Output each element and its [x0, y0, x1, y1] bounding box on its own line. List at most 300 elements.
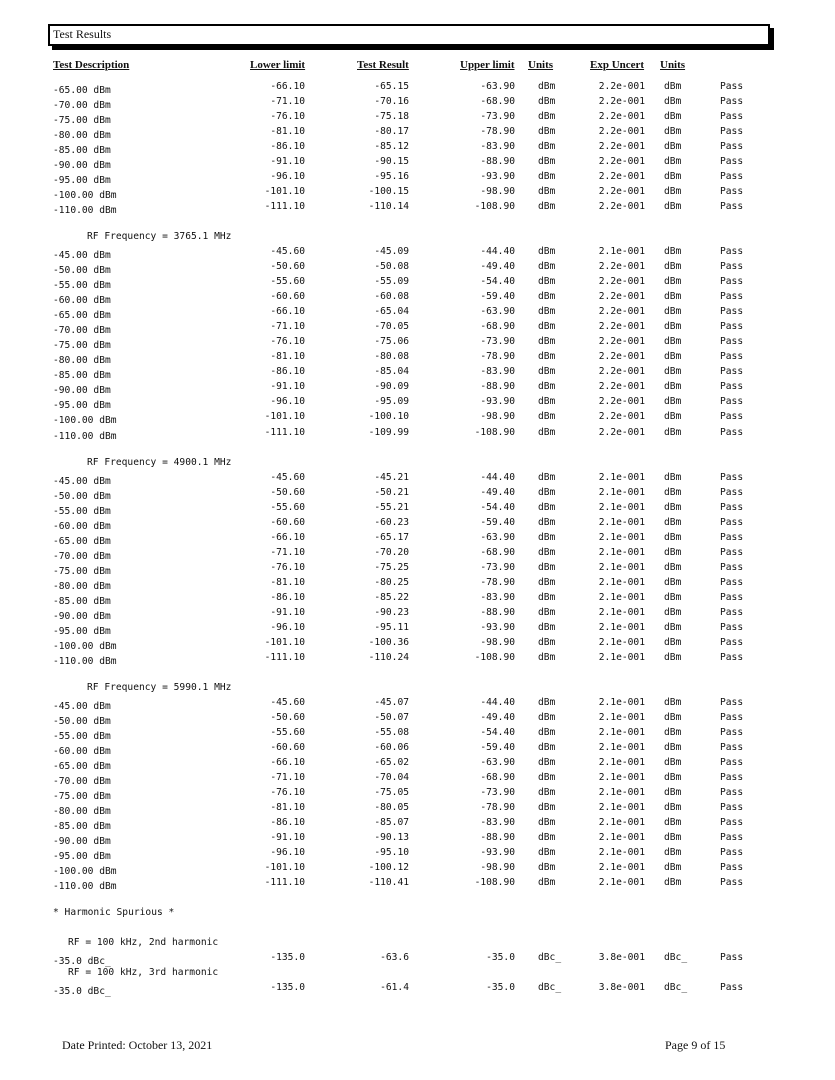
lower-limit-cell: -111.10 — [264, 651, 305, 663]
units2-cell: dBm — [664, 832, 682, 843]
units-cell: dBm — [538, 576, 556, 588]
section-label-row — [0, 967, 835, 982]
test-description-cell: -80.00 dBm — [53, 806, 111, 817]
units2-cell: dBm — [664, 426, 682, 438]
upper-limit-cell: -44.40 — [480, 246, 515, 258]
units-cell: dBm — [538, 246, 556, 258]
units2-cell: dBm — [664, 591, 682, 603]
section-label-row — [0, 937, 835, 952]
status-cell: Pass — [720, 156, 744, 168]
units2-cell: dBm — [664, 516, 682, 528]
status-cell: Pass — [720, 847, 744, 858]
test-description-cell: -75.00 dBm — [53, 340, 111, 352]
table-row — [0, 982, 835, 997]
units-cell: dBm — [538, 471, 556, 483]
table-row — [0, 532, 835, 547]
lower-limit-cell: -81.10 — [270, 126, 305, 138]
status-cell: Pass — [720, 786, 744, 798]
test-result-cell: -65.17 — [374, 531, 409, 543]
upper-limit-cell: -83.90 — [480, 817, 515, 828]
table-row — [0, 472, 835, 487]
test-description-cell: -65.00 dBm — [53, 85, 111, 96]
upper-limit-cell: -108.90 — [474, 651, 515, 663]
test-result-cell: -65.02 — [374, 756, 409, 768]
exp-uncert-cell: 2.2e-001 — [598, 261, 645, 273]
test-result-cell: -95.16 — [374, 171, 409, 183]
status-cell: Pass — [720, 306, 744, 318]
upper-limit-cell: -35.0 — [486, 982, 515, 994]
exp-uncert-cell: 2.2e-001 — [598, 111, 645, 122]
table-row — [0, 291, 835, 306]
table-row — [0, 817, 835, 832]
exp-uncert-cell: 2.2e-001 — [598, 351, 645, 363]
units-cell: dBm — [538, 847, 556, 858]
units2-cell: dBm — [664, 201, 682, 213]
upper-limit-cell: -88.90 — [480, 606, 515, 618]
units-cell: dBm — [538, 351, 556, 363]
units2-cell: dBm — [664, 246, 682, 258]
lower-limit-cell: -60.60 — [270, 291, 305, 303]
units2-cell: dBm — [664, 847, 682, 858]
lower-limit-cell: -111.10 — [264, 201, 305, 213]
test-description-cell: -45.00 dBm — [53, 250, 111, 262]
test-description-cell: -90.00 dBm — [53, 836, 111, 847]
exp-uncert-cell: 2.1e-001 — [598, 516, 645, 528]
page-number: Page 9 of 15 — [665, 1038, 726, 1052]
test-description-cell: -70.00 dBm — [53, 100, 111, 111]
units2-cell: dBm — [664, 321, 682, 333]
test-description-cell: -110.00 dBm — [53, 881, 117, 893]
lower-limit-cell: -91.10 — [270, 832, 305, 843]
test-description-cell: -95.00 dBm — [53, 851, 111, 862]
test-result-cell: -75.25 — [374, 561, 409, 573]
units2-cell: dBm — [664, 351, 682, 363]
status-cell: Pass — [720, 381, 744, 393]
table-row — [0, 411, 835, 426]
test-result-cell: -55.09 — [374, 276, 409, 288]
table-row — [0, 787, 835, 802]
test-description-cell: -75.00 dBm — [53, 790, 111, 802]
test-description-cell: -50.00 dBm — [53, 715, 111, 727]
exp-uncert-cell: 2.2e-001 — [598, 156, 645, 168]
lower-limit-cell: -66.10 — [270, 306, 305, 318]
test-result-cell: -95.09 — [374, 396, 409, 408]
status-cell: Pass — [720, 696, 744, 708]
status-cell: Pass — [720, 426, 744, 438]
test-result-cell: -75.18 — [374, 111, 409, 122]
units2-cell: dBm — [664, 261, 682, 273]
table-row — [0, 622, 835, 637]
upper-limit-cell: -93.90 — [480, 847, 515, 858]
units2-cell: dBm — [664, 306, 682, 318]
units2-cell: dBm — [664, 96, 682, 107]
table-row — [0, 757, 835, 772]
units-cell: dBm — [538, 771, 556, 783]
units2-cell: dBm — [664, 501, 682, 513]
status-cell: Pass — [720, 291, 744, 303]
test-description-cell: -75.00 dBm — [53, 115, 111, 126]
test-result-cell: -65.15 — [374, 81, 409, 92]
status-cell: Pass — [720, 802, 744, 813]
lower-limit-cell: -71.10 — [270, 96, 305, 107]
upper-limit-cell: -59.40 — [480, 291, 515, 303]
exp-uncert-cell: 2.1e-001 — [598, 817, 645, 828]
table-row — [0, 141, 835, 156]
units-cell: dBm — [538, 516, 556, 528]
test-description-cell: -70.00 dBm — [53, 775, 111, 787]
exp-uncert-cell: 2.1e-001 — [598, 877, 645, 889]
table-row — [0, 832, 835, 847]
test-description-cell: -110.00 dBm — [53, 430, 117, 442]
test-description-cell: -90.00 dBm — [53, 385, 111, 397]
units-cell: dBm — [538, 336, 556, 348]
exp-uncert-cell: 2.2e-001 — [598, 426, 645, 438]
exp-uncert-cell: 2.2e-001 — [598, 276, 645, 288]
status-cell: Pass — [720, 411, 744, 423]
exp-uncert-cell: 2.2e-001 — [598, 411, 645, 423]
units2-cell: dBm — [664, 381, 682, 393]
test-result-cell: -110.14 — [368, 201, 409, 213]
upper-limit-cell: -68.90 — [480, 321, 515, 333]
status-cell: Pass — [720, 276, 744, 288]
exp-uncert-cell: 2.2e-001 — [598, 126, 645, 138]
lower-limit-cell: -66.10 — [270, 756, 305, 768]
table-row — [0, 577, 835, 592]
units2-cell: dBm — [664, 756, 682, 768]
units-cell: dBm — [538, 186, 556, 198]
units2-cell: dBm — [664, 711, 682, 723]
status-cell: Pass — [720, 726, 744, 738]
test-result-cell: -70.20 — [374, 546, 409, 558]
lower-limit-cell: -96.10 — [270, 396, 305, 408]
units-cell: dBm — [538, 156, 556, 168]
table-row — [0, 201, 835, 216]
units2-cell: dBm — [664, 802, 682, 813]
header-lower-limit: Lower limit — [250, 59, 306, 71]
table-row — [0, 396, 835, 411]
upper-limit-cell: -93.90 — [480, 171, 515, 183]
status-cell: Pass — [720, 546, 744, 558]
section-label: RF Frequency = 3765.1 MHz — [87, 231, 232, 243]
upper-limit-cell: -73.90 — [480, 111, 515, 122]
status-cell: Pass — [720, 711, 744, 723]
status-cell: Pass — [720, 756, 744, 768]
table-row — [0, 306, 835, 321]
upper-limit-cell: -78.90 — [480, 126, 515, 138]
lower-limit-cell: -96.10 — [270, 621, 305, 633]
lower-limit-cell: -86.10 — [270, 366, 305, 378]
status-cell: Pass — [720, 96, 744, 107]
units2-cell: dBm — [664, 726, 682, 738]
units-cell: dBm — [538, 817, 556, 828]
table-row — [0, 156, 835, 171]
test-result-cell: -45.09 — [374, 246, 409, 258]
lower-limit-cell: -66.10 — [270, 531, 305, 543]
upper-limit-cell: -68.90 — [480, 771, 515, 783]
exp-uncert-cell: 2.1e-001 — [598, 832, 645, 843]
test-result-cell: -50.07 — [374, 711, 409, 723]
test-result-cell: -100.12 — [368, 862, 409, 873]
units2-cell: dBm — [664, 606, 682, 618]
exp-uncert-cell: 2.1e-001 — [598, 501, 645, 513]
status-cell: Pass — [720, 591, 744, 603]
test-description-cell: -90.00 dBm — [53, 610, 111, 622]
test-description-cell: -80.00 dBm — [53, 580, 111, 592]
table-row — [0, 727, 835, 742]
upper-limit-cell: -73.90 — [480, 786, 515, 798]
upper-limit-cell: -59.40 — [480, 741, 515, 753]
status-cell: Pass — [720, 471, 744, 483]
status-cell: Pass — [720, 636, 744, 648]
upper-limit-cell: -98.90 — [480, 186, 515, 198]
units2-cell: dBm — [664, 877, 682, 889]
units-cell: dBm — [538, 501, 556, 513]
units2-cell: dBm — [664, 126, 682, 138]
units-cell: dBm — [538, 741, 556, 753]
upper-limit-cell: -83.90 — [480, 141, 515, 153]
test-description-cell: -90.00 dBm — [53, 160, 111, 172]
exp-uncert-cell: 2.2e-001 — [598, 336, 645, 348]
test-description-cell: -65.00 dBm — [53, 535, 111, 547]
status-cell: Pass — [720, 741, 744, 753]
test-result-cell: -90.13 — [374, 832, 409, 843]
test-description-cell: -85.00 dBm — [53, 595, 111, 607]
lower-limit-cell: -45.60 — [270, 696, 305, 708]
upper-limit-cell: -63.90 — [480, 81, 515, 92]
test-result-cell: -110.41 — [368, 877, 409, 889]
exp-uncert-cell: 2.1e-001 — [598, 862, 645, 873]
upper-limit-cell: -44.40 — [480, 471, 515, 483]
test-description-cell: -85.00 dBm — [53, 145, 111, 157]
units-cell: dBm — [538, 366, 556, 378]
test-description-cell: -85.00 dBm — [53, 821, 111, 832]
test-description-cell: -65.00 dBm — [53, 760, 111, 772]
lower-limit-cell: -111.10 — [264, 877, 305, 889]
test-description-cell: -35.0 dBc_ — [53, 956, 111, 968]
section-label-row — [0, 907, 835, 922]
exp-uncert-cell: 2.1e-001 — [598, 696, 645, 708]
lower-limit-cell: -45.60 — [270, 246, 305, 258]
status-cell: Pass — [720, 982, 744, 994]
test-result-cell: -60.06 — [374, 741, 409, 753]
test-result-cell: -80.17 — [374, 126, 409, 138]
test-description-cell: -95.00 dBm — [53, 175, 111, 187]
lower-limit-cell: -50.60 — [270, 486, 305, 498]
lower-limit-cell: -55.60 — [270, 276, 305, 288]
lower-limit-cell: -111.10 — [264, 426, 305, 438]
table-row — [0, 862, 835, 877]
status-cell: Pass — [720, 516, 744, 528]
header-test-result: Test Result — [357, 59, 409, 71]
test-result-cell: -85.12 — [374, 141, 409, 153]
exp-uncert-cell: 2.1e-001 — [598, 802, 645, 813]
upper-limit-cell: -98.90 — [480, 411, 515, 423]
exp-uncert-cell: 2.2e-001 — [598, 201, 645, 213]
test-description-cell: -55.00 dBm — [53, 280, 111, 292]
units2-cell: dBm — [664, 111, 682, 122]
lower-limit-cell: -45.60 — [270, 471, 305, 483]
status-cell: Pass — [720, 126, 744, 138]
units-cell: dBm — [538, 96, 556, 107]
units-cell: dBm — [538, 381, 556, 393]
upper-limit-cell: -63.90 — [480, 531, 515, 543]
test-description-cell: -85.00 dBm — [53, 370, 111, 382]
status-cell: Pass — [720, 81, 744, 92]
upper-limit-cell: -59.40 — [480, 516, 515, 528]
upper-limit-cell: -68.90 — [480, 96, 515, 107]
test-result-cell: -80.25 — [374, 576, 409, 588]
section-label: RF Frequency = 5990.1 MHz — [87, 681, 232, 693]
test-description-cell: -60.00 dBm — [53, 745, 111, 757]
header-units-2: Units — [660, 59, 686, 71]
header-units: Units — [528, 59, 554, 71]
units-cell: dBm — [538, 141, 556, 153]
exp-uncert-cell: 2.2e-001 — [598, 186, 645, 198]
units-cell: dBm — [538, 171, 556, 183]
lower-limit-cell: -101.10 — [264, 411, 305, 423]
status-cell: Pass — [720, 246, 744, 258]
units-cell: dBm — [538, 802, 556, 813]
units2-cell: dBc_ — [664, 982, 688, 994]
upper-limit-cell: -98.90 — [480, 862, 515, 873]
test-result-cell: -61.4 — [380, 982, 409, 994]
units2-cell: dBm — [664, 411, 682, 423]
units2-cell: dBm — [664, 396, 682, 408]
units-cell: dBm — [538, 81, 556, 92]
test-result-cell: -75.06 — [374, 336, 409, 348]
exp-uncert-cell: 2.1e-001 — [598, 741, 645, 753]
exp-uncert-cell: 2.2e-001 — [598, 81, 645, 92]
table-row — [0, 261, 835, 276]
test-description-cell: -80.00 dBm — [53, 355, 111, 367]
exp-uncert-cell: 2.2e-001 — [598, 171, 645, 183]
upper-limit-cell: -78.90 — [480, 351, 515, 363]
lower-limit-cell: -50.60 — [270, 711, 305, 723]
upper-limit-cell: -54.40 — [480, 726, 515, 738]
section-label-row — [0, 682, 835, 697]
table-row — [0, 336, 835, 351]
units-cell: dBc_ — [538, 952, 562, 964]
units-cell: dBm — [538, 591, 556, 603]
upper-limit-cell: -78.90 — [480, 576, 515, 588]
units2-cell: dBm — [664, 141, 682, 153]
units-cell: dBm — [538, 561, 556, 573]
test-result-cell: -60.08 — [374, 291, 409, 303]
test-result-cell: -50.21 — [374, 486, 409, 498]
table-row — [0, 772, 835, 787]
upper-limit-cell: -54.40 — [480, 276, 515, 288]
lower-limit-cell: -96.10 — [270, 847, 305, 858]
exp-uncert-cell: 2.1e-001 — [598, 711, 645, 723]
units-cell: dBm — [538, 411, 556, 423]
upper-limit-cell: -73.90 — [480, 561, 515, 573]
exp-uncert-cell: 2.2e-001 — [598, 381, 645, 393]
test-result-cell: -60.23 — [374, 516, 409, 528]
test-description-cell: -100.00 dBm — [53, 190, 117, 202]
upper-limit-cell: -93.90 — [480, 396, 515, 408]
status-cell: Pass — [720, 111, 744, 122]
table-row — [0, 502, 835, 517]
table-row — [0, 126, 835, 141]
status-cell: Pass — [720, 817, 744, 828]
status-cell: Pass — [720, 576, 744, 588]
test-result-cell: -85.22 — [374, 591, 409, 603]
status-cell: Pass — [720, 321, 744, 333]
units-cell: dBm — [538, 651, 556, 663]
table-row — [0, 487, 835, 502]
table-row — [0, 547, 835, 562]
table-row — [0, 517, 835, 532]
upper-limit-cell: -44.40 — [480, 696, 515, 708]
status-cell: Pass — [720, 501, 744, 513]
upper-limit-cell: -49.40 — [480, 261, 515, 273]
upper-limit-cell: -54.40 — [480, 501, 515, 513]
table-row — [0, 366, 835, 381]
table-row — [0, 652, 835, 667]
status-cell: Pass — [720, 952, 744, 964]
exp-uncert-cell: 2.1e-001 — [598, 561, 645, 573]
units-cell: dBm — [538, 606, 556, 618]
upper-limit-cell: -68.90 — [480, 546, 515, 558]
test-description-cell: -60.00 dBm — [53, 295, 111, 307]
test-description-cell: -100.00 dBm — [53, 866, 117, 877]
lower-limit-cell: -86.10 — [270, 141, 305, 153]
lower-limit-cell: -55.60 — [270, 726, 305, 738]
units-cell: dBm — [538, 306, 556, 318]
test-description-cell: -65.00 dBm — [53, 310, 111, 322]
units2-cell: dBm — [664, 366, 682, 378]
status-cell: Pass — [720, 621, 744, 633]
units2-cell: dBm — [664, 276, 682, 288]
upper-limit-cell: -49.40 — [480, 711, 515, 723]
table-row — [0, 607, 835, 622]
exp-uncert-cell: 2.2e-001 — [598, 321, 645, 333]
test-result-cell: -65.04 — [374, 306, 409, 318]
upper-limit-cell: -93.90 — [480, 621, 515, 633]
test-description-cell: -110.00 dBm — [53, 655, 117, 667]
units-cell: dBm — [538, 396, 556, 408]
table-row — [0, 952, 835, 967]
units2-cell: dBm — [664, 741, 682, 753]
units2-cell: dBm — [664, 546, 682, 558]
status-cell: Pass — [720, 651, 744, 663]
lower-limit-cell: -91.10 — [270, 156, 305, 168]
exp-uncert-cell: 2.1e-001 — [598, 786, 645, 798]
units2-cell: dBm — [664, 81, 682, 92]
table-row — [0, 186, 835, 201]
exp-uncert-cell: 2.1e-001 — [598, 621, 645, 633]
table-row — [0, 592, 835, 607]
upper-limit-cell: -49.40 — [480, 486, 515, 498]
section-label-row — [0, 231, 835, 246]
units-cell: dBm — [538, 276, 556, 288]
units-cell: dBm — [538, 726, 556, 738]
units-cell: dBm — [538, 486, 556, 498]
test-description-cell: -70.00 dBm — [53, 325, 111, 337]
upper-limit-cell: -83.90 — [480, 366, 515, 378]
exp-uncert-cell: 2.2e-001 — [598, 366, 645, 378]
test-description-cell: -60.00 dBm — [53, 520, 111, 532]
units-cell: dBm — [538, 201, 556, 213]
test-result-cell: -63.6 — [380, 952, 409, 964]
exp-uncert-cell: 2.1e-001 — [598, 576, 645, 588]
test-result-cell: -109.99 — [368, 426, 409, 438]
section-label: * Harmonic Spurious * — [53, 907, 175, 919]
upper-limit-cell: -63.90 — [480, 306, 515, 318]
test-result-cell: -70.04 — [374, 771, 409, 783]
exp-uncert-cell: 2.1e-001 — [598, 531, 645, 543]
test-description-cell: -55.00 dBm — [53, 505, 111, 517]
